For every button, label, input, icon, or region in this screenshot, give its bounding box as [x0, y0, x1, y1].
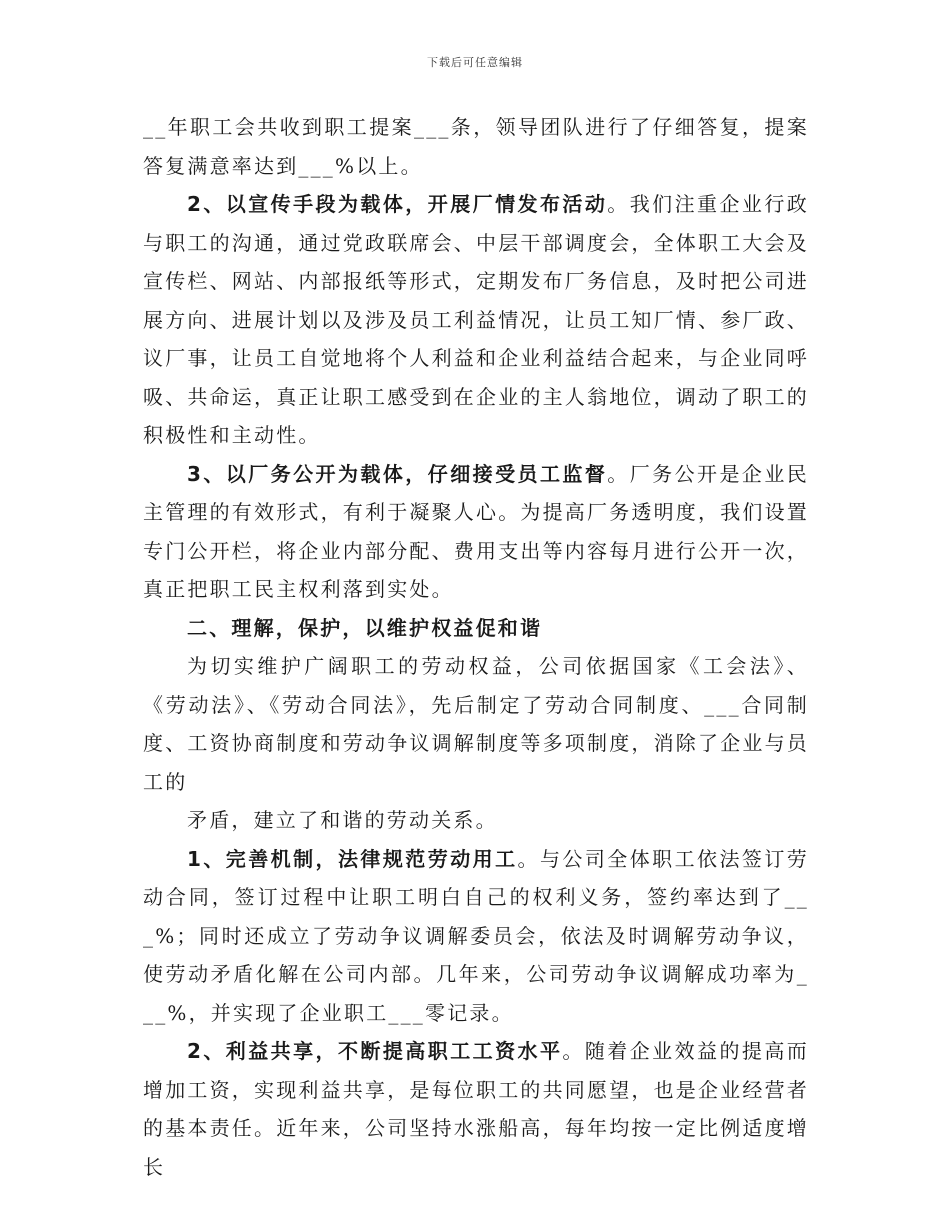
- paragraph-lead: 2、以宣传手段为载体，开展厂情发布活动: [187, 192, 608, 216]
- paragraph-text: 。厂务公开是企业民主管理的有效形式，有利于凝聚人心。为提高厂务透明度，我们设置专门公开栏，将企业内部分配、费用支出等内容每月进行公开一次，真正把职工民主权利落到实处。: [143, 461, 809, 601]
- page-header: 下载后可任意编辑: [427, 56, 523, 69]
- paragraph-text: __年职工会共收到职工提案___条，领导团队进行了仔细答复，提案答复满意率达到___%以上。: [143, 115, 809, 178]
- document-body: [143, 108, 809, 1186]
- section-heading: 二、理解，保护，以维护权益促和谐: [187, 615, 543, 640]
- paragraph-wages: [143, 1032, 809, 1186]
- paragraph-proposals: [143, 108, 809, 185]
- paragraph-text: 矛盾，建立了和谐的劳动关系。: [187, 808, 498, 832]
- paragraph-labor-rights: [143, 647, 809, 801]
- paragraph-lead: 3、以厂务公开为载体，仔细接受员工监督: [187, 461, 608, 486]
- paragraph-transparency: [143, 455, 809, 609]
- paragraph-mechanism: [143, 840, 809, 1033]
- paragraph-text: 。我们注重企业行政与职工的沟通，通过党政联席会、中层干部调度会，全体职工大会及宣传栏、网站、内部报纸等形式，定期发布厂务信息，及时把公司进展方向、进展计划以及涉及员工利益情况，让员工知厂情、参厂政、议厂事，让员工自觉地将个人利益和企业利益结合起来，与企业同呼吸、共命运，真正让职工感受到在企业的主人翁地位，调动了职工的积极性和主动性。: [143, 192, 809, 447]
- paragraph-text: 为切实维护广阔职工的劳动权益，公司依据国家《工会法》、《劳动法》、《劳动合同法》，先后制定了劳动合同制度、___合同制度、工资协商制度和劳动争议调解制度等多项制度，消除了企业与员工的: [143, 654, 809, 794]
- paragraph-lead: 1、完善机制，法律规范劳动用工: [187, 846, 518, 871]
- paragraph-text: 。随着企业效益的提高而增加工资，实现利益共享，是每位职工的共同愿望，也是企业经营者的基本责任。近年来，公司坚持水涨船高，每年均按一定比例适度增长: [143, 1039, 809, 1179]
- paragraph-text: 。与公司全体职工依法签订劳动合同，签订过程中让职工明白自己的权利义务，签约率达到了___%；同时还成立了劳动争议调解委员会，依法及时调解劳动争议，使劳动矛盾化解在公司内部。几年来，公司劳动争议调解成功率为___%，并实现了企业职工___零记录。: [143, 846, 809, 1025]
- paragraph-publicity: [143, 185, 809, 455]
- paragraph-harmony: [143, 801, 809, 840]
- paragraph-lead: 2、利益共享，不断提高职工工资水平: [187, 1039, 563, 1063]
